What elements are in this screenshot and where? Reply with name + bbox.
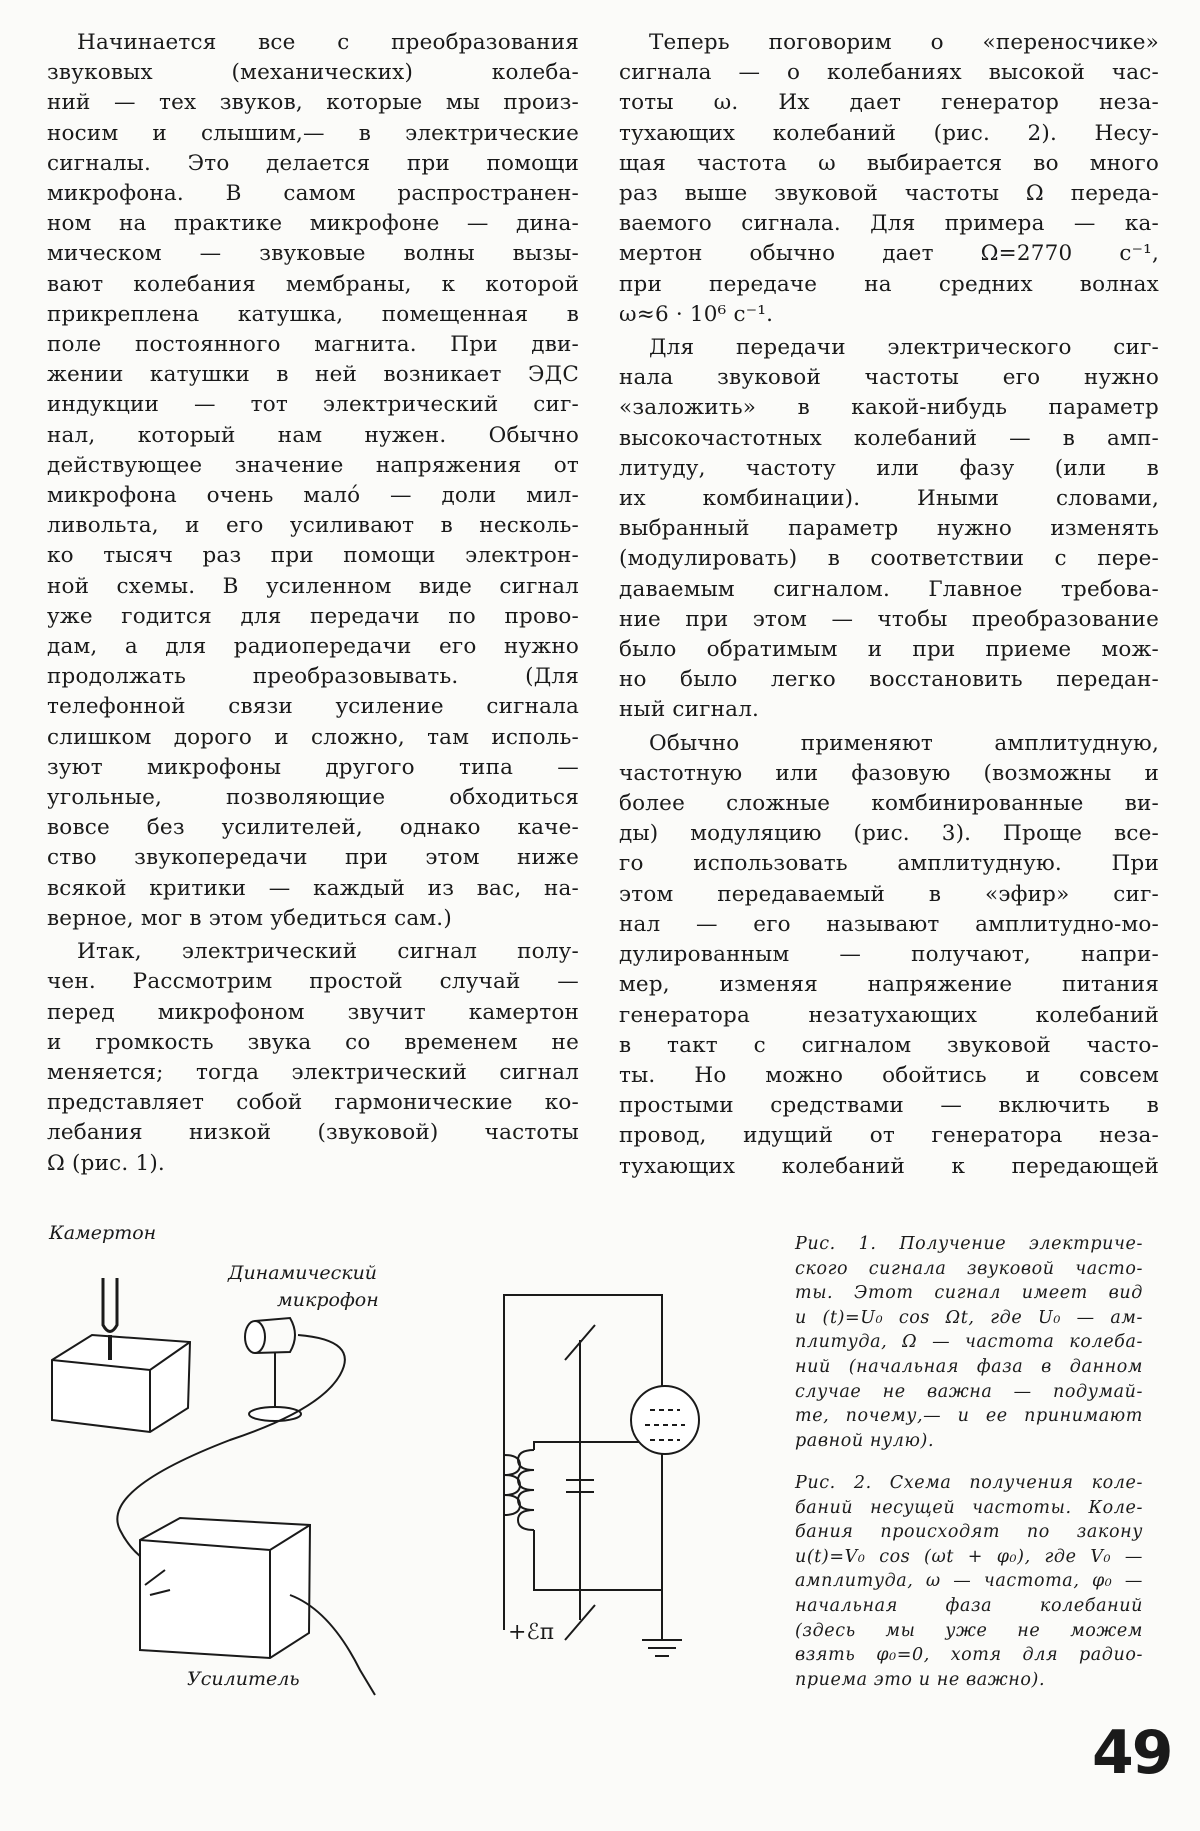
text-line: тоты ω. Их дает генератор неза- [619, 90, 1159, 116]
text-line: представляет собой гармонические ко- [47, 1090, 579, 1116]
text-line: ный сигнал. [619, 697, 760, 723]
label-tuning-fork: Камертон [49, 1222, 157, 1244]
text-line: всякой критики — каждый из вас, на- [47, 875, 579, 901]
text-line: плитуда, Ω — частота колеба- [795, 1332, 1143, 1353]
text-line: этом передаваемый в «эфир» сиг- [619, 881, 1159, 907]
text-line: раз выше звуковой частоты Ω переда- [619, 181, 1159, 207]
text-line: ваемого сигнала. Для примера — ка- [619, 211, 1159, 237]
text-line: частотную или фазовую (возможны и [619, 760, 1159, 786]
text-line: тухающих колебаний к передающей [619, 1153, 1159, 1179]
text-line: ко тысяч раз при помощи электрон- [47, 543, 579, 569]
circuit-schematic [504, 1295, 699, 1656]
text-line: телефонной связи усиление сигнала [47, 694, 579, 720]
text-line: ты. Этот сигнал имеет вид [795, 1283, 1143, 1304]
text-line: действующее значение напряжения от [47, 452, 579, 478]
text-line: угольные, позволяющие обходиться [47, 785, 579, 811]
label-microphone-line2: микрофон [277, 1289, 379, 1311]
text-line: ний (начальная фаза в данном [795, 1356, 1143, 1377]
label-microphone-line1: Динамический [228, 1262, 378, 1284]
text-line: ского сигнала звуковой часто- [795, 1258, 1143, 1279]
text-line: вают колебания мембраны, к которой [47, 271, 579, 297]
figure-2-caption [795, 1471, 1143, 1692]
text-line: провод, идущий от генератора неза- [619, 1123, 1159, 1149]
text-line: амплитуда, ω — частота, φ₀ — [795, 1571, 1143, 1592]
text-line: ливольта, и его усиливают в несколь- [47, 513, 579, 539]
text-line: выбранный параметр нужно изменять [619, 516, 1159, 542]
text-line: равной нулю). [795, 1430, 935, 1451]
text-line: продолжать преобразовывать. (Для [47, 664, 579, 690]
text-line: Начинается все с преобразования [77, 30, 579, 55]
text-line: Итак, электрический сигнал полу- [77, 939, 579, 965]
text-line: Теперь поговорим о «переносчике» [649, 30, 1159, 55]
text-line: зуют микрофоны другого типа — [47, 754, 579, 780]
text-line: ной схемы. В усиленном виде сигнал [47, 573, 579, 599]
text-line: бания происходят по закону [795, 1522, 1143, 1543]
text-line: взять φ₀=0, хотя для радио- [795, 1645, 1143, 1666]
text-line: уже годится для передачи по прово- [47, 603, 579, 629]
text-line: (модулировать) в соответствии с пере- [619, 546, 1159, 572]
text-line: литуду, частоту или фазу (или в [619, 455, 1159, 481]
text-line: высокочастотных колебаний — в амп- [619, 425, 1159, 451]
text-line: Ω (рис. 1). [47, 1150, 165, 1176]
text-line: перед микрофоном звучит камертон [47, 999, 579, 1025]
text-line: ω≈6 · 10⁶ с⁻¹. [619, 301, 774, 327]
text-line: мическом — звуковые волны вызы- [47, 241, 579, 267]
text-line: ний — тех звуков, которые мы произ- [47, 90, 579, 116]
text-line: при передаче на средних волнах [619, 271, 1159, 297]
text-line: более сложные комбинированные ви- [619, 791, 1159, 817]
text-line: лебания низкой (звуковой) частоты [47, 1120, 579, 1146]
label-power-supply: +ℰп [508, 1620, 555, 1645]
text-line: щая частота ω выбирается во много [619, 150, 1159, 176]
text-line: и громкость звука со временем не [47, 1029, 579, 1055]
label-amplifier: Усилитель [187, 1668, 300, 1690]
text-line: но было легко восстановить передан- [619, 667, 1159, 693]
page-number: 49 [1092, 1718, 1172, 1788]
text-line: вовсе без усилителей, однако каче- [47, 815, 579, 841]
text-line: дулированным — получают, напри- [619, 942, 1159, 968]
text-line: жении катушки в ней возникает ЭДС [47, 362, 579, 388]
text-line: Для передачи электрического сиг- [649, 335, 1159, 361]
text-line: нала звуковой частоты его нужно [619, 365, 1159, 391]
figure-illustration [0, 1200, 780, 1720]
text-line: мер, изменяя напряжение питания [619, 972, 1159, 998]
text-line: (здесь мы уже не можем [795, 1620, 1143, 1641]
text-line: нал — его называют амплитудно-мо- [619, 911, 1159, 937]
text-line: u(t)=V₀ cos (ωt + φ₀), где V₀ — [795, 1546, 1143, 1567]
text-line: дам, а для радиопередачи его нужно [47, 634, 579, 660]
text-line: Обычно применяют амплитудную, [649, 730, 1159, 756]
text-line: Рис. 1. Получение электриче- [795, 1234, 1143, 1254]
text-line: баний несущей частоты. Коле- [795, 1497, 1143, 1518]
text-line: микрофона. В самом распространен- [47, 181, 579, 207]
text-line: ты. Но можно обойтись и совсем [619, 1062, 1159, 1088]
text-line: сигнала — о колебаниях высокой час- [619, 60, 1159, 86]
text-line: случае не важна — подумай- [795, 1381, 1143, 1402]
text-line: те, почему,— и ее принимают [795, 1406, 1143, 1427]
text-line: тухающих колебаний (рис. 2). Несу- [619, 120, 1159, 146]
tuning-fork-illustration [52, 1278, 190, 1432]
text-line: u (t)=U₀ cos Ωt, где U₀ — ам- [795, 1307, 1143, 1328]
text-line: Рис. 2. Схема получения коле- [795, 1473, 1143, 1493]
text-line: прикреплена катушка, помещенная в [47, 301, 579, 327]
text-line: носим и слышим,— в электрические [47, 120, 579, 146]
text-column-right [619, 28, 1159, 1182]
text-line: ние при этом — чтобы преобразование [619, 606, 1159, 632]
text-line: было обратимым и при приеме мож- [619, 637, 1159, 663]
text-line: ды) модуляцию (рис. 3). Проще все- [619, 821, 1159, 847]
text-line: даваемым сигналом. Главное требова- [619, 576, 1159, 602]
text-line: ство звукопередачи при этом ниже [47, 845, 579, 871]
text-line: чен. Рассмотрим простой случай — [47, 969, 579, 995]
text-line: их комбинации). Иными словами, [619, 486, 1159, 512]
text-line: генератора незатухающих колебаний [619, 1002, 1159, 1028]
text-line: в такт с сигналом звуковой часто- [619, 1032, 1159, 1058]
text-column-left [47, 28, 579, 1179]
text-line: меняется; тогда электрический сигнал [47, 1059, 579, 1085]
text-line: го использовать амплитудную. При [619, 851, 1159, 877]
text-line: «заложить» в какой-нибудь параметр [619, 395, 1159, 421]
text-line: начальная фаза колебаний [795, 1595, 1143, 1616]
text-line: индукции — тот электрический сиг- [47, 392, 579, 418]
text-line: нал, который нам нужен. Обычно [47, 422, 579, 448]
text-line: микрофона очень мало́ — доли мил- [47, 483, 579, 509]
text-line: слишком дорого и сложно, там исполь- [47, 724, 579, 750]
text-line: мертон обычно дает Ω=2770 с⁻¹, [619, 241, 1159, 267]
text-line: ном на практике микрофоне — дина- [47, 211, 579, 237]
text-line: звуковых (механических) колеба- [47, 60, 579, 86]
text-line: приема это и не важно). [795, 1669, 1046, 1690]
text-line: поле постоянного магнита. При дви- [47, 332, 579, 358]
text-line: верное, мог в этом убедиться сам.) [47, 905, 452, 931]
text-line: сигналы. Это делается при помощи [47, 150, 579, 176]
figure-1-caption [795, 1232, 1143, 1453]
text-line: простыми средствами — включить в [619, 1093, 1159, 1119]
